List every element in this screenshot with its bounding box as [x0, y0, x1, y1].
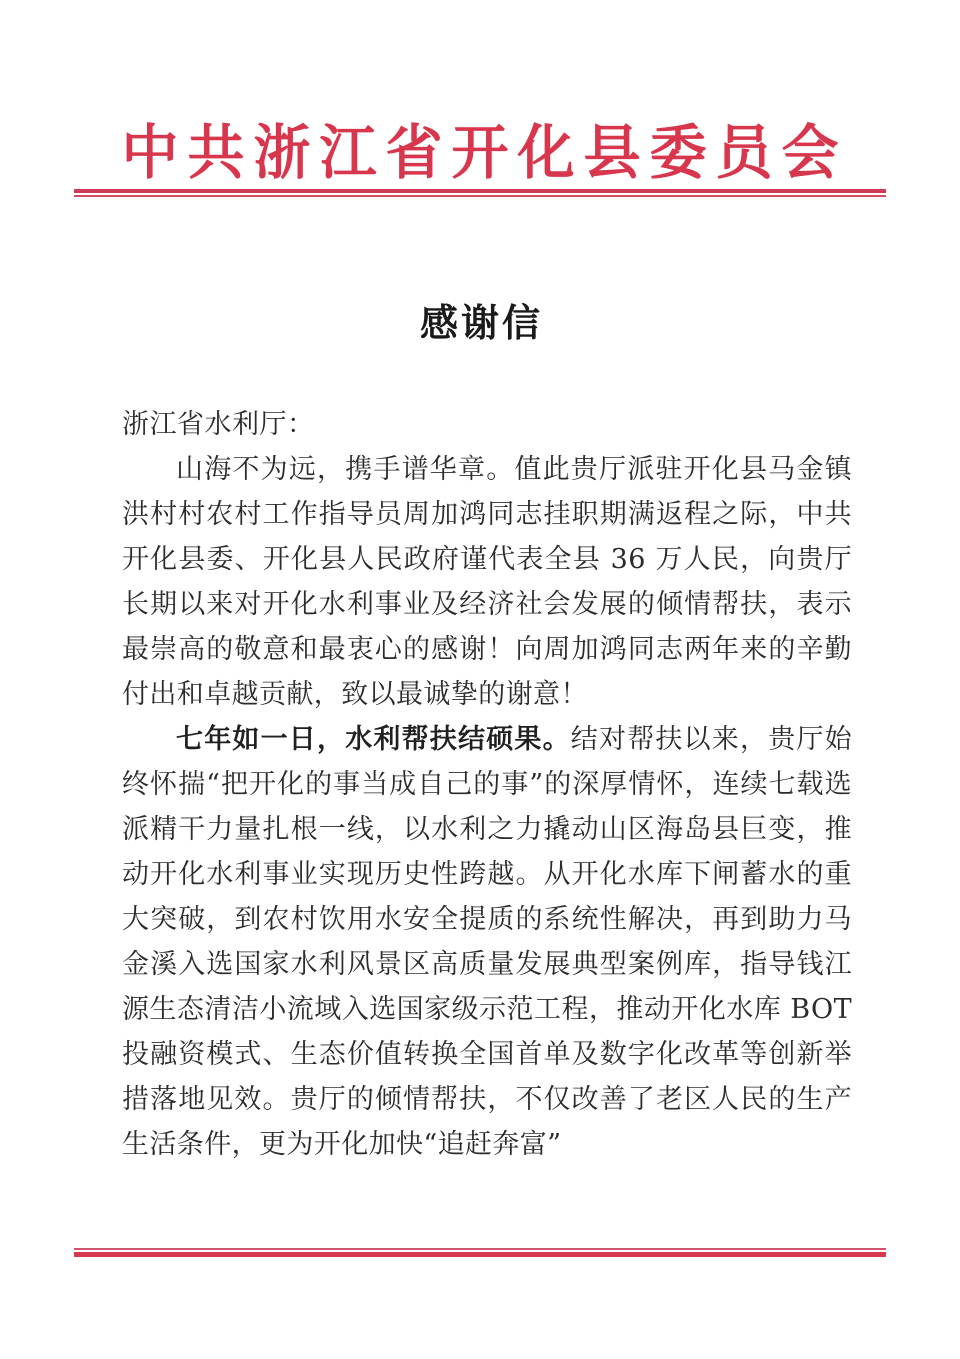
letterhead-divider-top [74, 189, 886, 199]
paragraph-2-lead: 七年如一日，水利帮扶结硕果。 [176, 724, 571, 755]
paragraph-2-text: 结对帮扶以来，贵厅始终怀揣“把开化的事当成自己的事”的深厚情怀，连续七载选派精干力量扎根一线，以水利之力撬动山区海岛县巨变，推动开化水利事业实现历史性跨越。从开化水库下闸蓄水的重大突破，到农村饮用水安全提质的系统性解决，再到助力马金溪入选国家水利风景区高质量发展典型案例库，指导钱江源生态清洁小流域入选国家级示范工程，推动开化水库 BOT 投融资模式、生态价值转换全国首单及数字化改革等创新举措落地见效。贵厅的倾情帮扶，不仅改善了老区人民的生产生活条件，更为开化加快“追赶奔富” [122, 724, 852, 1160]
divider-bar-thin [74, 195, 886, 197]
body-paragraph-2 [122, 717, 852, 1167]
paragraph-1-text: 山海不为远，携手谱华章。值此贵厅派驻开化县马金镇洪村村农村工作指导员周加鸿同志挂职期满返程之际，中共开化县委、开化县人民政府谨代表全县 36 万人民，向贵厅长期以来对开化水利事业及经济社会发展的倾情帮扶，表示最崇高的敬意和最衷心的感谢！向周加鸿同志两年来的辛勤付出和卓越贡献，致以最诚挚的谢意！ [122, 454, 852, 710]
page-title: 感谢信 [419, 301, 543, 345]
salutation: 浙江省水利厅： [122, 409, 315, 440]
divider-bar-thick [74, 189, 886, 193]
divider-bar-thin [74, 1248, 886, 1250]
body-paragraph-1 [122, 447, 852, 717]
footer-divider-bottom [74, 1248, 886, 1260]
letterhead-organization-title: 中共浙江省开化县委员会 [121, 118, 848, 188]
document-body [122, 402, 852, 1167]
letterhead [0, 118, 960, 186]
divider-bar-thick [74, 1252, 886, 1257]
